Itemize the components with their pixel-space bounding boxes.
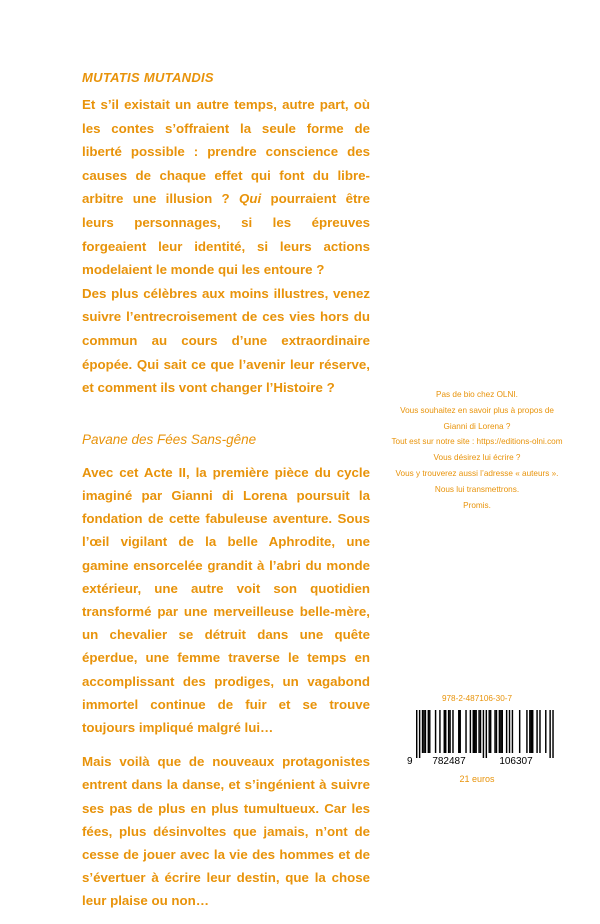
barcode-bar <box>531 710 532 753</box>
barcode-bar <box>532 710 533 753</box>
section1-emphasis: Qui <box>239 191 262 207</box>
barcode-bar <box>425 710 426 753</box>
barcode-bar <box>483 710 484 758</box>
barcode-bar <box>475 710 476 753</box>
barcode-bar <box>470 710 471 753</box>
author-note-website: Tout est sur notre site : https://editions-olni.com <box>391 437 563 447</box>
barcode-bar <box>480 710 481 753</box>
barcode-bar <box>465 710 466 753</box>
barcode-bar <box>448 710 449 753</box>
barcode-bar <box>536 710 537 753</box>
barcode-bar <box>490 710 491 753</box>
barcode-bar <box>552 710 553 758</box>
barcode-bar <box>499 710 500 753</box>
author-note-line: Promis. <box>463 500 491 510</box>
author-note-line: Pas de bio chez OLNI. <box>436 390 518 399</box>
section1-title: MUTATIS MUTANDIS <box>82 70 214 85</box>
barcode-bar <box>512 710 513 753</box>
barcode-bar <box>494 710 495 753</box>
author-note <box>388 387 566 513</box>
author-note-line: Vous y trouverez aussi l’adresse « auteurs ». <box>395 468 559 478</box>
section2-paragraph1: Avec cet Acte II, la première pièce du cycle imaginé par Gianni di Lorena poursuit la fondation de cette fabuleuse aventure. Sous l’œil vigilant de la belle Aphrodite, une gamine ensorcelée grandit à l’abri du monde extérieur, une autre voit son quotidien transformé par une merveilleuse belle-mère, un chevalier se détruit dans une quête éperdue, une femme traverse le temps en accomplissant des prodiges, un vagabond immortel continue de fuir et se trouve toujours impliqué malgré lui… <box>82 464 370 735</box>
barcode-bar <box>428 710 429 753</box>
barcode-bar <box>545 710 546 753</box>
section2-paragraph2: Mais voilà que de nouveaux protagonistes entrent dans la danse, et s’ingénient à suivre ses pas de plus en plus tumultueux. Car les fées, plus désinvoltes que jamais, n’ont de cesse de jouer avec la vie des hommes et de s’évertuer à écrire leur destin, que la chose leur plaise ou non… <box>82 754 370 909</box>
barcode-bar <box>519 710 520 753</box>
isbn-label: 978-2-487106-30-7 <box>441 694 513 703</box>
barcode-bar <box>444 710 445 753</box>
barcode-bar <box>435 710 436 753</box>
barcode-bar <box>445 710 446 753</box>
barcode-bar <box>486 710 487 758</box>
barcode-bar <box>549 710 550 758</box>
barcode-bar <box>500 710 501 753</box>
section2-title: Pavane des Fées Sans-gêne <box>82 431 257 447</box>
author-note-line: Nous lui transmettrons. <box>434 484 520 494</box>
barcode-bar <box>458 710 459 753</box>
barcode-bar <box>529 710 530 753</box>
barcode-bar <box>439 710 440 753</box>
barcode-bar <box>473 710 474 753</box>
section2 <box>82 432 370 913</box>
section1-paragraph2: Des plus célèbres aux moins illustres, venez suivre l’entrecroisement de ces vies hors du commun au cours d’une extraordinaire épopée. Qui sait ce que l’avenir leur réserve, et comment ils vont changer l’Histoire ? <box>82 285 370 396</box>
barcode-bar <box>526 710 527 753</box>
barcode-bar <box>489 710 490 753</box>
barcode-bar <box>460 710 461 753</box>
barcode-first-digit: 9 <box>407 756 413 766</box>
author-note-line: Vous désirez lui écrire ? <box>433 453 521 463</box>
barcode <box>405 708 563 766</box>
barcode-bar <box>478 710 479 753</box>
barcode-bar <box>474 710 475 753</box>
price: 21 euros <box>459 774 495 784</box>
main-column <box>82 70 370 924</box>
barcode-group-left: 782487 <box>432 756 466 766</box>
barcode-bar <box>419 710 420 758</box>
barcode-bar <box>416 710 417 758</box>
section1-text-a: Et s’il existait un autre temps, autre part, où les contes s’offraient la seule forme de liberté possible : prendre conscience des causes de chaque effet qui font du libre-arbitre une illusion ? <box>82 97 370 207</box>
barcode-group-right: 106307 <box>499 756 533 766</box>
section1-paragraph1 <box>82 93 370 282</box>
barcode-bar <box>423 710 424 753</box>
barcode-bar <box>429 710 430 753</box>
barcode-bar <box>452 710 453 753</box>
barcode-bar <box>422 710 423 753</box>
barcode-bar <box>506 710 507 753</box>
barcode-bar <box>449 710 450 753</box>
barcode-bar <box>539 710 540 753</box>
barcode-bar <box>502 710 503 753</box>
barcode-bar <box>509 710 510 753</box>
section1-text-b: pourraient être leurs personnages, si les épreuves forgeaient leur identité, si leurs actions modelaient le monde qui les entoure ? <box>82 191 370 278</box>
author-note-line: Gianni di Lorena ? <box>443 421 511 431</box>
author-note-line: Vous souhaitez en savoir plus à propos de <box>400 405 554 415</box>
barcode-bar <box>496 710 497 753</box>
barcode-graphic <box>405 708 563 766</box>
